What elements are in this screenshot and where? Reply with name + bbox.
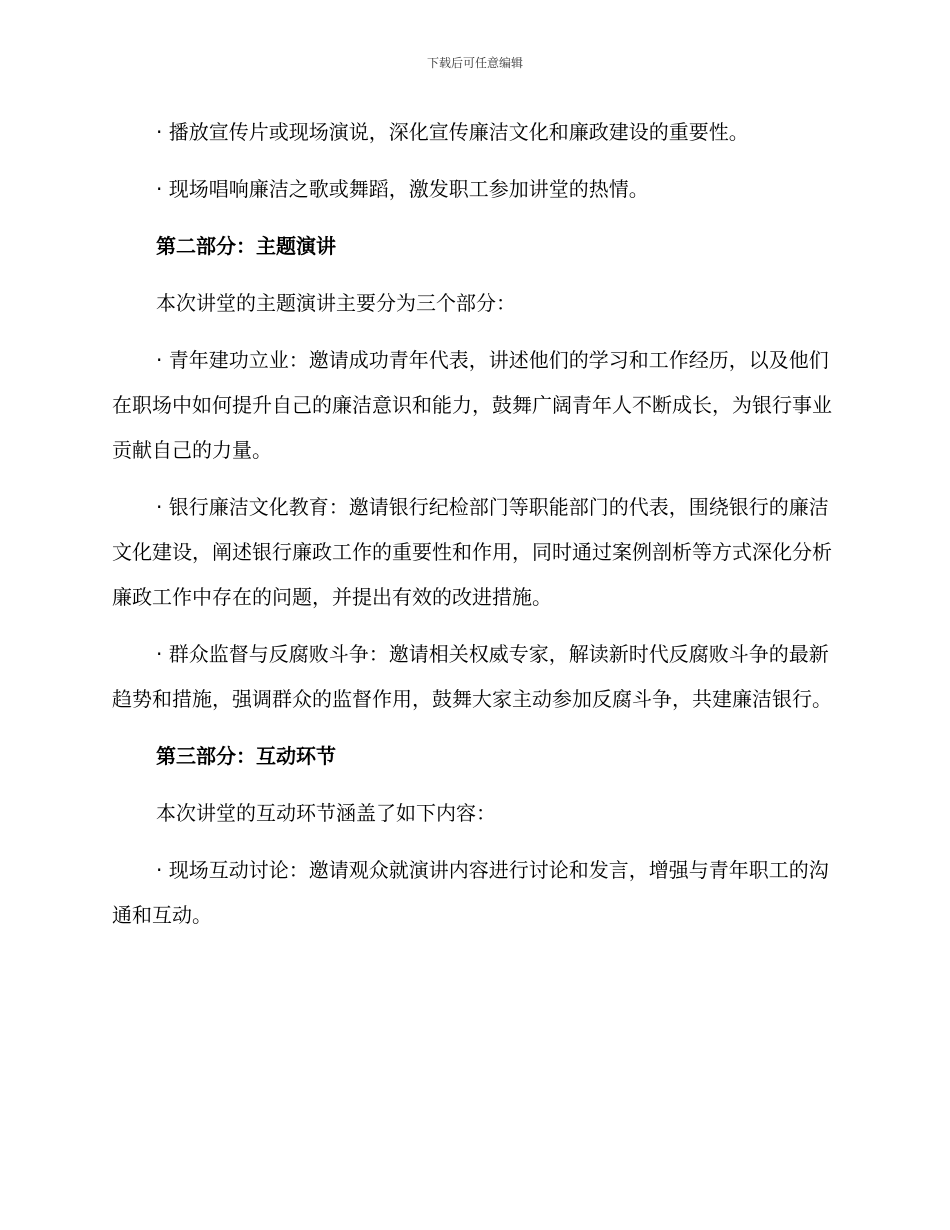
bullet-paragraph: · 现场唱响廉洁之歌或舞蹈，激发职工参加讲堂的热情。: [156, 177, 649, 201]
document-body: [112, 110, 832, 950]
bullet-paragraph: · 银行廉洁文化教育：邀请银行纪检部门等职能部门的代表，围绕银行的廉洁文化建设，阐述银行廉政工作的重要性和作用，同时通过案例剖析等方式深化分析廉政工作中存在的问题，并提出有效的改进措施。: [112, 495, 832, 609]
bullet-paragraph: · 现场互动讨论：邀请观众就演讲内容进行讨论和发言，增强与青年职工的沟通和互动。: [112, 858, 829, 927]
section-heading: 第三部分：互动环节: [156, 744, 336, 768]
bullet-paragraph: · 青年建功立业：邀请成功青年代表，讲述他们的学习和工作经历，以及他们在职场中如何提升自己的廉洁意识和能力，鼓舞广阔青年人不断成长，为银行事业贡献自己的力量。: [112, 348, 832, 462]
bullet-paragraph: · 群众监督与反腐败斗争：邀请相关权威专家，解读新时代反腐败斗争的最新趋势和措施，强调群众的监督作用，鼓舞大家主动参加反腐斗争，共建廉洁银行。: [112, 642, 832, 711]
bullet-paragraph: · 播放宣传片或现场演说，深化宣传廉洁文化和廉政建设的重要性。: [156, 120, 749, 144]
page-header-note: 下载后可任意编辑: [426, 56, 523, 70]
section-heading: 第二部分：主题演讲: [156, 234, 336, 258]
body-paragraph: 本次讲堂的主题演讲主要分为三个部分：: [156, 291, 516, 315]
body-paragraph: 本次讲堂的互动环节涵盖了如下内容：: [156, 801, 496, 825]
